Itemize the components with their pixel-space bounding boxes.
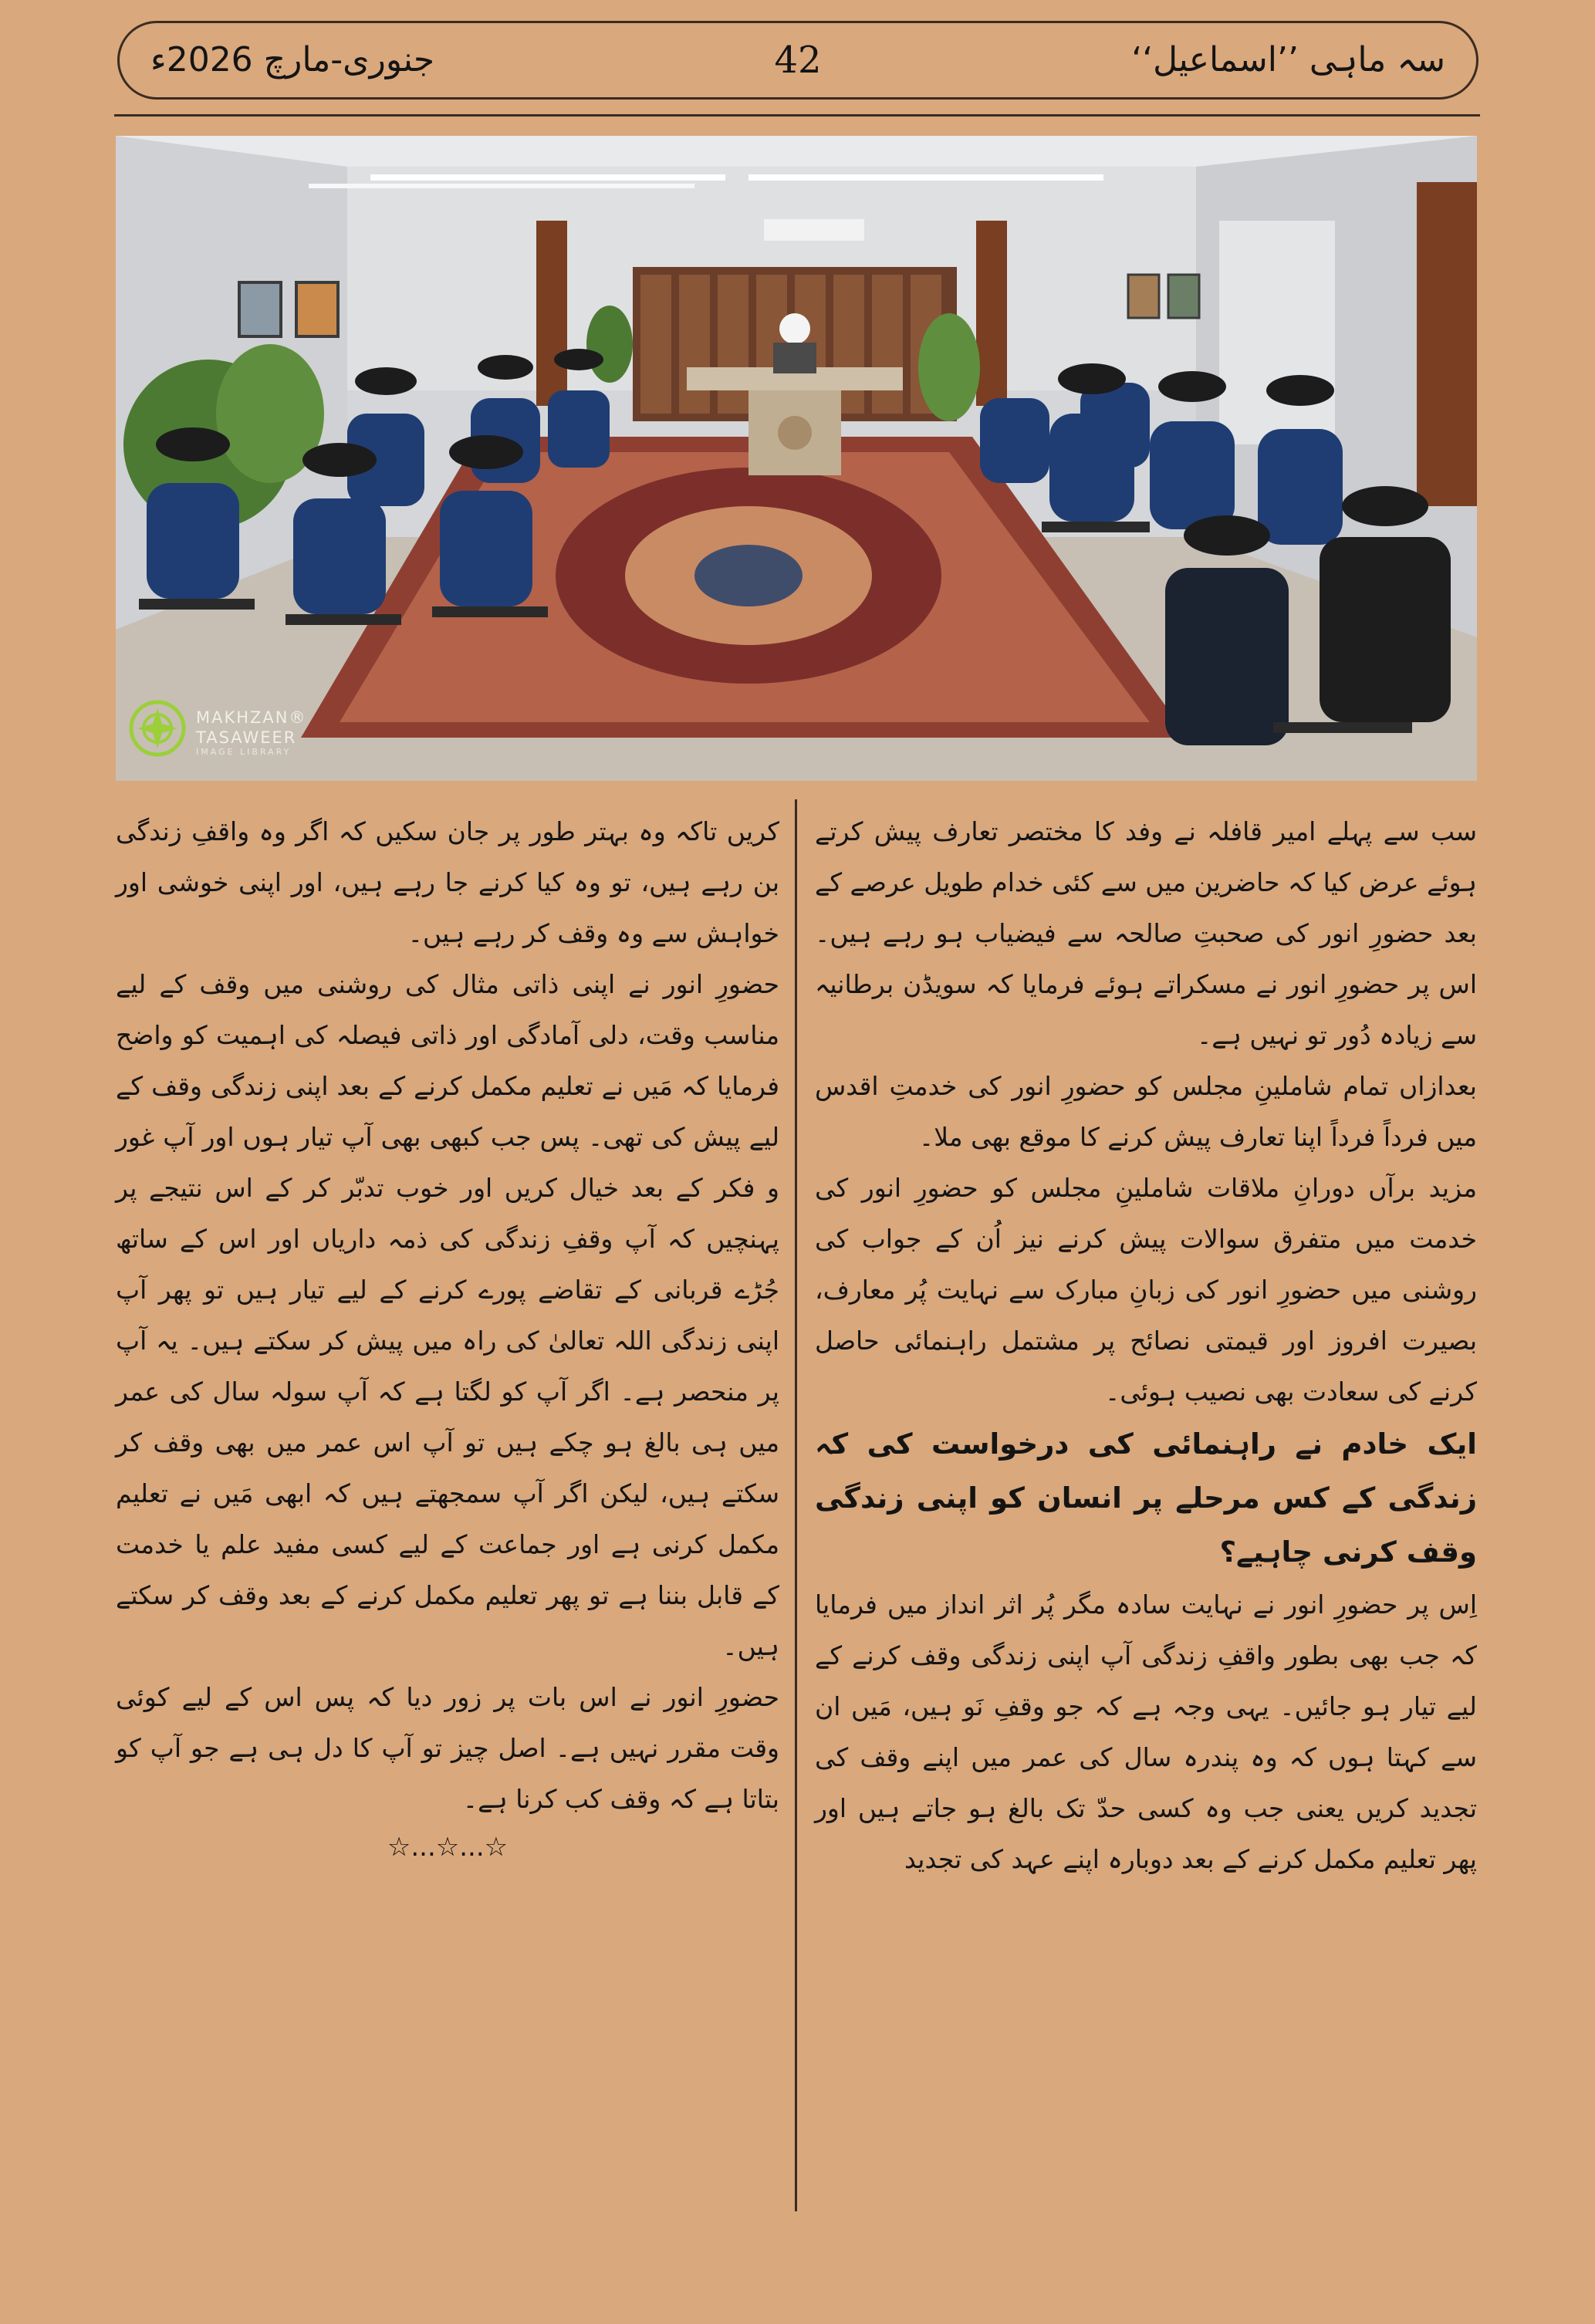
article-right-column — [815, 806, 1477, 1885]
paragraph: حضورِ انور نے اپنی ذاتی مثال کی روشنی میں وقف کے لیے مناسب وقت، دلی آمادگی اور ذاتی فیصلہ کی اہمیت کو واضح فرمایا کہ مَیں نے تعلیم مکمل کرنے کے بعد اپنی زندگی وقف کے لیے پیش کی تھی۔ پس جب کبھی بھی آپ تیار ہوں اور آپ غور و فکر کے بعد خیال کریں اور خوب تدبّر کر کے اس نتیجے پر پہنچیں کہ آپ وقفِ زندگی کی ذمہ داریاں اور اس کے ساتھ جُڑے قربانی کے تقاضے پورے کرنے کے لیے تیار ہیں تو پھر آپ اپنی زندگی اللہ تعالیٰ کی راہ میں پیش کر سکتے ہیں۔ یہ آپ پر منحصر ہے۔ اگر آپ کو لگتا ہے کہ آپ سولہ سال کی عمر میں ہی بالغ ہو چکے ہیں تو آپ اس عمر میں بھی وقف کر سکتے ہیں، لیکن اگر آپ سمجھتے ہیں کہ ابھی مَیں نے تعلیم مکمل کرنی ہے اور جماعت کے لیے کسی مفید علم یا خدمت کے قابل بننا ہے تو پھر تعلیم مکمل کرنے کے بعد وقف کر سکتے ہیں۔ — [116, 969, 779, 1661]
magazine-title: سہ ماہی ’’اسماعیل‘‘ — [1131, 40, 1445, 79]
paragraph: اِس پر حضورِ انور نے نہایت سادہ مگر پُر اثر انداز میں فرمایا کہ جب بھی بطور واقفِ زندگی آپ اپنی زندگی وقف کرنے کے لیے تیار ہو جائیں۔ یہی وجہ ہے کہ جو وقفِ نَو ہیں، مَیں ان سے کہتا ہوں کہ وہ پندرہ سال کی عمر میں اپنے وقف کی تجدید کریں یعنی جب وہ کسی حدّ تک بالغ ہو جاتے ہیں اور پھر تعلیم مکمل کرنے کے بعد دوبارہ اپنے عہد کی تجدید — [815, 1589, 1477, 1874]
paragraph: مزید برآں دورانِ ملاقات شاملینِ مجلس کو حضورِ انور کی خدمت میں متفرق سوالات پیش کرنے نیز اُن کے جواب کی روشنی میں حضورِ انور کی زبانِ مبارک سے نہایت پُر معارف، بصیرت افروز اور قیمتی نصائح پر مشتمل راہنمائی حاصل کرنے کی سعادت بھی نصیب ہوئی۔ — [815, 1173, 1477, 1407]
column-divider — [795, 799, 797, 2211]
meeting-photo — [116, 136, 1477, 781]
end-mark: ☆...☆...☆ — [387, 1832, 509, 1863]
paragraph: سب سے پہلے امیر قافلہ نے وفد کا مختصر تعارف پیش کرتے ہوئے عرض کیا کہ حاضرین میں سے کئی خدام طویل عرصے کے بعد حضورِ انور کی صحبتِ صالحہ سے فیضیاب ہو رہے ہیں۔ اس پر حضورِ انور نے مسکراتے ہوئے فرمایا کہ سویڈن برطانیہ سے زیادہ دُور تو نہیں ہے۔ — [815, 816, 1477, 1050]
header-rule — [114, 114, 1480, 117]
makhzan-logo-icon — [128, 699, 187, 758]
article-left-column — [116, 806, 779, 1866]
issue-date: جنوری-مارچ 2026ء — [150, 40, 435, 79]
question-heading: ایک خادم نے راہنمائی کی درخواست کی کہ زندگی کے کس مرحلے پر انسان کو اپنی زندگی وقف کرنی چاہیے؟ — [815, 1427, 1477, 1569]
watermark-line-3: IMAGE LIBRARY — [196, 747, 292, 757]
watermark-line-2: TASAWEER — [196, 728, 297, 747]
paragraph: کریں تاکہ وہ بہتر طور پر جان سکیں کہ اگر وہ واقفِ زندگی بن رہے ہیں، تو وہ کیا کرنے جا رہے ہیں، اور اپنی خوشی اور خواہش سے وہ وقف کر رہے ہیں۔ — [116, 816, 779, 948]
page-number: 42 — [774, 39, 822, 82]
paragraph: حضورِ انور نے اس بات پر زور دیا کہ پس اس کے لیے کوئی وقت مقرر نہیں ہے۔ اصل چیز تو آپ کا دل ہی ہے جو آپ کو بتاتا ہے کہ وقف کب کرنا ہے۔ — [116, 1682, 779, 1814]
watermark-line-1: MAKHZAN® — [196, 708, 307, 727]
image-library-watermark — [128, 699, 313, 764]
paragraph: بعدازاں تمام شاملینِ مجلس کو حضورِ انور کی خدمتِ اقدس میں فرداً فرداً اپنا تعارف پیش کرنے کا موقع بھی ملا۔ — [815, 1071, 1477, 1152]
running-header — [117, 21, 1478, 100]
meeting-photo-illustration — [116, 136, 1477, 781]
